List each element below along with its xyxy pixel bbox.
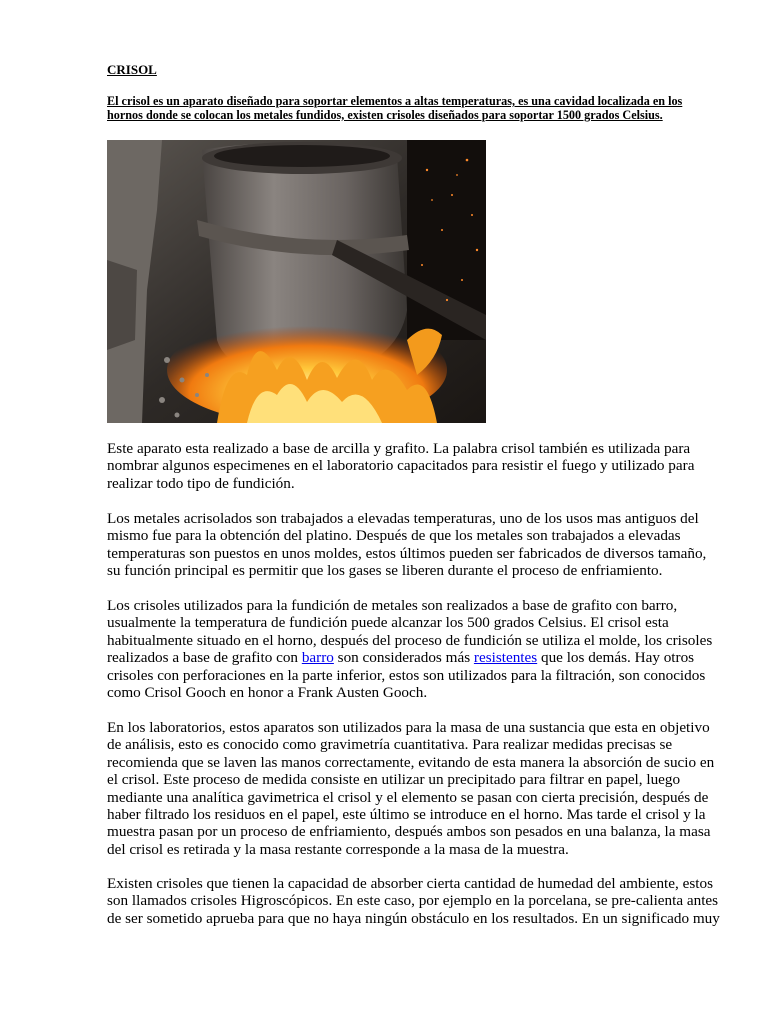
- link-resistentes[interactable]: resistentes: [473, 649, 538, 667]
- paragraph-3-text-c: que los demás. Hay otros crisoles con perforaciones en la parte inferior, estos son utilizados para la filtración, son conocidos como Crisol Gooch en honor a Frank Austen Gooch.: [107, 649, 706, 702]
- paragraph-3: [107, 597, 722, 701]
- link-barro[interactable]: barro: [301, 649, 334, 667]
- document-title: CRISOL: [107, 62, 157, 77]
- paragraph-3-text-b: son considerados más: [333, 649, 474, 667]
- paragraph-1: Este aparato esta realizado a base de arcilla y grafito. La palabra crisol también es utilizada para nombrar algunos especimenes en el laboratorio capacitados para resistir el fuego y utilizado para realizar todo tipo de fundición.: [107, 440, 695, 492]
- paragraph-4: En los laboratorios, estos aparatos son utilizados para la masa de una sustancia que esta en objetivo de análisis, esto es conocido como gravimetría cuantitativa. Para realizar medidas precisas se recomienda que se laven las manos correctamente, evitando de esta manera la absorción de sucio en el crisol. Este proceso de medida consiste en utilizar un precipitado para filtrar en papel, luego mediante una analítica gavimetrica el crisol y el elemento se pasan con cierta precisión, después de haber filtrado los residuos en el papel, este último se introduce en el horno. Mas tarde el crisol y la muestra pasan por un proceso de enfriamiento, después ambos son pesados en una balanza, la masa del crisol es retirada y la masa restante corresponde a la masa de la muestra.: [107, 719, 715, 858]
- crucible-photo: [107, 140, 486, 423]
- crucible-furnace-image: [107, 140, 486, 423]
- paragraph-2: Los metales acrisolados son trabajados a elevadas temperaturas, uno de los usos mas antiguos del mismo fue para la obtención del platino. Después de que los metales son trabajados a elevadas temperaturas son puestos en unos moldes, estos últimos pueden ser fabricados de diversos tamaño, su función principal es permitir que los gases se liberen durante el proceso de enfriamiento.: [107, 510, 707, 580]
- paragraph-3-text-a: Los crisoles utilizados para la fundición de metales son realizados a base de grafito con barro, usualmente la temperatura de fundición puede alcanzar los 500 grados Celsius. El crisol esta habitualmente situado en el horno, después del proceso de fundición se utiliza el molde, los crisoles realizados a base de grafito con: [107, 597, 713, 667]
- intro-paragraph: El crisol es un aparato diseñado para soportar elementos a altas temperaturas, es una cavidad localizada en los hornos donde se colocan los metales fundidos, existen crisoles diseñados para soportar 1500 grados Celsius.: [107, 94, 683, 122]
- paragraph-5: Existen crisoles que tienen la capacidad de absorber cierta cantidad de humedad del ambiente, estos son llamados crisoles Higroscópicos. En este caso, por ejemplo en la porcelana, se pre-calienta antes de ser sometido aprueba para que no haya ningún obstáculo en los resultados. En un significado muy: [107, 875, 720, 927]
